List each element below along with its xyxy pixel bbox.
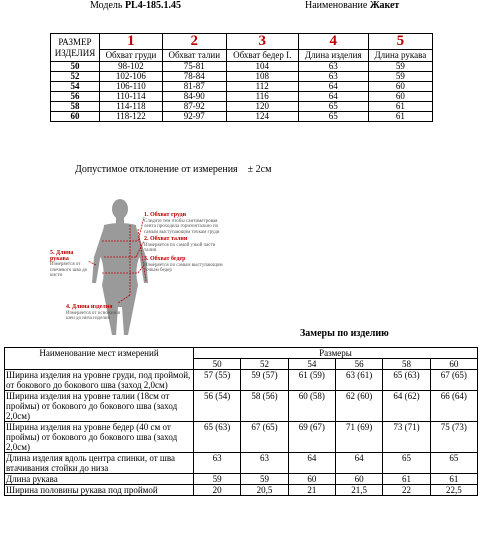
- note-hips: 3. Обхват бедер Измеряется по самым выступающим точкам бедер: [144, 256, 223, 273]
- value-cell: 87-92: [162, 102, 226, 112]
- value-cell: 120: [226, 102, 298, 112]
- measure-value: 63 (61): [335, 370, 382, 391]
- size-row: [51, 72, 433, 82]
- value-cell: 60: [368, 82, 432, 92]
- size-cell: 58: [51, 102, 100, 112]
- measure-row: [5, 474, 478, 485]
- measure-value: 67 (65): [430, 370, 477, 391]
- measure-value: 22: [383, 485, 430, 496]
- measure-value: 63: [241, 453, 288, 474]
- value-cell: 106-110: [100, 82, 163, 92]
- size-col-header: 52: [241, 359, 288, 370]
- col-header: Обхват бедер I.: [226, 50, 298, 62]
- measure-value: 21,5: [335, 485, 382, 496]
- measure-label: Ширина изделия на уровне талии (18см от проймы) от бокового до бокового шва (заход 2,0см): [5, 391, 194, 422]
- size-row: [51, 62, 433, 72]
- measure-label: Ширина изделия на уровне груди, под проймой, от бокового до бокового шва (заход 2,0см): [5, 370, 194, 391]
- value-cell: 75-81: [162, 62, 226, 72]
- model-value: PL4-185.1.45: [124, 0, 182, 11]
- measure-row: [5, 370, 478, 391]
- measure-value: 20,5: [241, 485, 288, 496]
- value-cell: 108: [226, 72, 298, 82]
- measure-table: [4, 347, 478, 496]
- value-cell: 110-114: [100, 92, 163, 102]
- measure-value: 56 (54): [194, 391, 241, 422]
- sizes-label: Размеры: [194, 348, 478, 359]
- measure-row: [5, 422, 478, 453]
- measure-row: [5, 485, 478, 496]
- measure-value: 59 (57): [241, 370, 288, 391]
- measure-corner: Наименование мест измерений: [5, 348, 194, 370]
- value-cell: 65: [298, 102, 368, 112]
- value-cell: 118-122: [100, 112, 163, 122]
- col-num: 3: [226, 34, 298, 50]
- size-cell: 52: [51, 72, 100, 82]
- note-waist: 2. Обхват талии Измеряется по самой узкой части талии: [144, 236, 216, 253]
- measure-value: 65 (63): [194, 422, 241, 453]
- value-cell: 98-102: [100, 62, 163, 72]
- value-cell: 78-84: [162, 72, 226, 82]
- measure-value: 60: [335, 474, 382, 485]
- measure-value: 60: [288, 474, 335, 485]
- col-header: Обхват талии: [162, 50, 226, 62]
- measure-label: Ширина изделия на уровне бедер (40 см от проймы) от бокового до бокового шва (заход 2,0см): [5, 422, 194, 453]
- measure-value: 21: [288, 485, 335, 496]
- measure-value: 63: [194, 453, 241, 474]
- size-col-header: 60: [430, 359, 477, 370]
- value-cell: 60: [368, 92, 432, 102]
- measure-row: [5, 453, 478, 474]
- measure-value: 64: [335, 453, 382, 474]
- measure-value: 61: [430, 474, 477, 485]
- size-cell: 50: [51, 62, 100, 72]
- col-num: 1: [100, 34, 163, 50]
- note-length: 4. Длина изделия Измеряется от основания шеи до низа изделия: [66, 304, 120, 321]
- size-row: [51, 92, 433, 102]
- note-sleeve: 5. Длина рукава Измеряется от плечевого шва до кисти: [50, 250, 88, 278]
- size-table: [50, 33, 433, 122]
- measure-value: 69 (67): [288, 422, 335, 453]
- measure-value: 59: [194, 474, 241, 485]
- measure-value: 64 (62): [383, 391, 430, 422]
- model-header: [90, 0, 181, 11]
- value-cell: 104: [226, 62, 298, 72]
- value-cell: 63: [298, 72, 368, 82]
- value-cell: 92-97: [162, 112, 226, 122]
- value-cell: 64: [298, 82, 368, 92]
- measurement-figure: [50, 195, 308, 345]
- size-corner: РАЗМЕР ИЗДЕЛИЯ: [51, 34, 100, 62]
- note-chest: 1. Обхват груди Следите тем чтобы сантиметровая лента проходила горизонтально по самым выступающим точкам груди: [144, 212, 220, 235]
- value-cell: 102-106: [100, 72, 163, 82]
- measure-value: 59: [241, 474, 288, 485]
- value-cell: 112: [226, 82, 298, 92]
- name-label: Наименование: [305, 0, 368, 11]
- model-label: Модель: [90, 0, 123, 11]
- col-header: Обхват груди: [100, 50, 163, 62]
- size-cell: 54: [51, 82, 100, 92]
- measure-value: 61 (59): [288, 370, 335, 391]
- value-cell: 59: [368, 62, 432, 72]
- measure-value: 62 (60): [335, 391, 382, 422]
- measure-value: 57 (55): [194, 370, 241, 391]
- size-row: [51, 82, 433, 92]
- measure-value: 64: [288, 453, 335, 474]
- col-header: Длина рукава: [368, 50, 432, 62]
- size-col-header: 58: [383, 359, 430, 370]
- measure-value: 60 (58): [288, 391, 335, 422]
- measure-value: 65: [383, 453, 430, 474]
- col-header: Длина изделия: [298, 50, 368, 62]
- value-cell: 81-87: [162, 82, 226, 92]
- measure-value: 65 (63): [383, 370, 430, 391]
- measure-label: Длина изделия вдоль центра спинки, от шва втачивания стойки до низа: [5, 453, 194, 474]
- measure-value: 58 (56): [241, 391, 288, 422]
- measure-value: 22,5: [430, 485, 477, 496]
- value-cell: 64: [298, 92, 368, 102]
- measure-value: 75 (73): [430, 422, 477, 453]
- value-cell: 61: [368, 112, 432, 122]
- size-cell: 56: [51, 92, 100, 102]
- size-col-header: 56: [335, 359, 382, 370]
- measure-label: Длина рукава: [5, 474, 194, 485]
- measure-table-title: Замеры по изделию: [300, 328, 389, 339]
- size-col-header: 50: [194, 359, 241, 370]
- tolerance-note: [75, 164, 271, 175]
- measure-label: Ширина половины рукава под проймой: [5, 485, 194, 496]
- col-num: 4: [298, 34, 368, 50]
- col-num: 2: [162, 34, 226, 50]
- measure-value: 20: [194, 485, 241, 496]
- measure-value: 66 (64): [430, 391, 477, 422]
- value-cell: 59: [368, 72, 432, 82]
- measure-value: 67 (65): [241, 422, 288, 453]
- col-num: 5: [368, 34, 432, 50]
- value-cell: 124: [226, 112, 298, 122]
- tolerance-text: Допустимое отклонение от измерения: [75, 164, 238, 175]
- name-value: Жакет: [369, 0, 400, 11]
- measure-value: 71 (69): [335, 422, 382, 453]
- tolerance-value: ± 2см: [247, 164, 272, 175]
- size-row: [51, 112, 433, 122]
- name-header: [305, 0, 399, 11]
- size-cell: 60: [51, 112, 100, 122]
- measure-row: [5, 391, 478, 422]
- value-cell: 114-118: [100, 102, 163, 112]
- value-cell: 65: [298, 112, 368, 122]
- value-cell: 116: [226, 92, 298, 102]
- measure-value: 65: [430, 453, 477, 474]
- measure-value: 61: [383, 474, 430, 485]
- value-cell: 63: [298, 62, 368, 72]
- value-cell: 61: [368, 102, 432, 112]
- measure-value: 73 (71): [383, 422, 430, 453]
- size-row: [51, 102, 433, 112]
- value-cell: 84-90: [162, 92, 226, 102]
- size-col-header: 54: [288, 359, 335, 370]
